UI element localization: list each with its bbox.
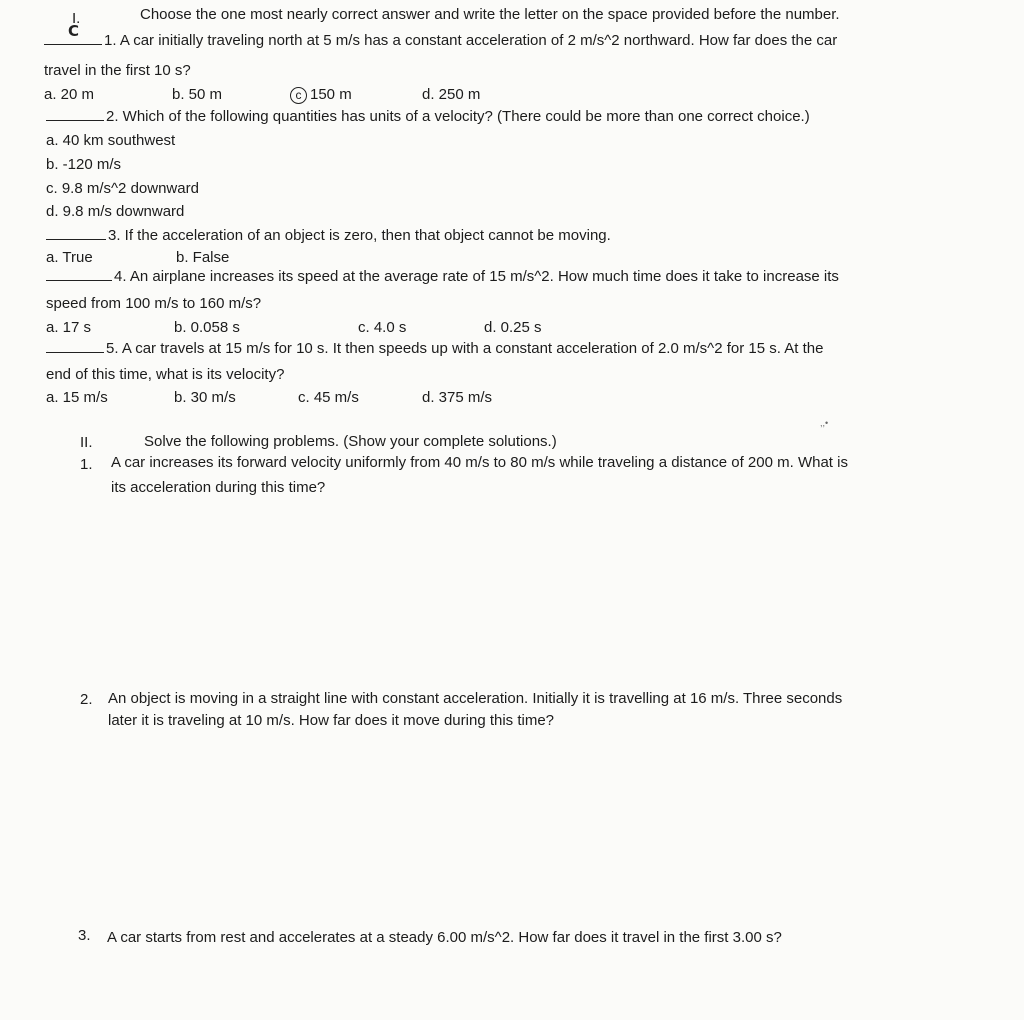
question-1-line1: C 1. A car initially traveling north at 5 m/s has a constant acceleration of 2 m/s^2 northward. How far does the car — [44, 30, 837, 50]
problem-2-line1: An object is moving in a straight line with constant acceleration. Initially it is travelling at 16 m/s. Three seconds — [108, 690, 843, 707]
part1-instruction: Choose the one most nearly correct answer and write the letter on the space provided before the number. — [140, 6, 840, 23]
q2-choice-c: c. 9.8 m/s^2 downward — [46, 180, 199, 197]
answer-blank-4[interactable] — [46, 266, 112, 281]
stray-mark: ,,• — [820, 418, 829, 428]
part1-number: I. — [72, 10, 81, 27]
q5-choice-c: c. 45 m/s — [298, 389, 359, 406]
problem-3-number: 3. — [78, 927, 91, 944]
answer-blank-2[interactable] — [46, 106, 104, 121]
q4-choice-a: a. 17 s — [46, 319, 92, 336]
problem-3-line1: A car starts from rest and accelerates at a steady 6.00 m/s^2. How far does it travel in the first 3.00 s? — [107, 929, 782, 946]
answer-blank-3[interactable] — [46, 225, 106, 240]
question-3-line1: 3. If the acceleration of an object is zero, then that object cannot be moving. — [46, 225, 611, 245]
q3-choice-a: a. True — [46, 249, 93, 266]
question-5-line1: 5. A car travels at 15 m/s for 10 s. It then speeds up with a constant acceleration of 2.0 m/s^2 for 15 s. At the — [46, 338, 823, 358]
question-4-line1: 4. An airplane increases its speed at the average rate of 15 m/s^2. How much time does it take to increase its — [46, 266, 839, 286]
q1-choice-a: a. 20 m — [44, 86, 95, 103]
q3-choice-b: b. False — [176, 249, 230, 266]
q5-choice-d: d. 375 m/s — [422, 389, 493, 406]
question-5-line2: end of this time, what is its velocity? — [46, 366, 285, 383]
handwritten-answer: C — [68, 22, 80, 40]
q2-choice-d: d. 9.8 m/s downward — [46, 203, 185, 220]
problem-1-number: 1. — [80, 456, 93, 473]
q4-choice-d: d. 0.25 s — [484, 319, 542, 336]
q4-choice-c: c. 4.0 s — [358, 319, 407, 336]
problem-2-number: 2. — [80, 691, 93, 708]
q4-choice-b: b. 0.058 s — [174, 319, 240, 336]
problem-1-line2: its acceleration during this time? — [111, 479, 326, 496]
part2-number: II. — [80, 434, 93, 451]
answer-blank-5[interactable] — [46, 338, 104, 353]
part2-instruction: Solve the following problems. (Show your complete solutions.) — [144, 433, 557, 450]
problem-2-line2: later it is traveling at 10 m/s. How far does it move during this time? — [108, 712, 555, 729]
q2-choice-a: a. 40 km southwest — [46, 132, 176, 149]
question-1-line2: travel in the first 10 s? — [44, 62, 191, 79]
problem-1-line1: A car increases its forward velocity uniformly from 40 m/s to 80 m/s while traveling a distance of 200 m. What is — [111, 454, 848, 471]
question-4-line2: speed from 100 m/s to 160 m/s? — [46, 295, 262, 312]
q5-choice-a: a. 15 m/s — [46, 389, 108, 406]
answer-blank-1[interactable] — [44, 22, 102, 45]
q1-choice-d: d. 250 m — [422, 86, 481, 103]
question-2-line1: 2. Which of the following quantities has units of a velocity? (There could be more than one correct choice.) — [46, 106, 810, 126]
q2-choice-b: b. -120 m/s — [46, 156, 122, 173]
q1-choice-b: b. 50 m — [172, 86, 223, 103]
q5-choice-b: b. 30 m/s — [174, 389, 236, 406]
circled-choice-mark: c — [290, 87, 307, 104]
q1-choice-c: c 150 m — [290, 86, 352, 104]
